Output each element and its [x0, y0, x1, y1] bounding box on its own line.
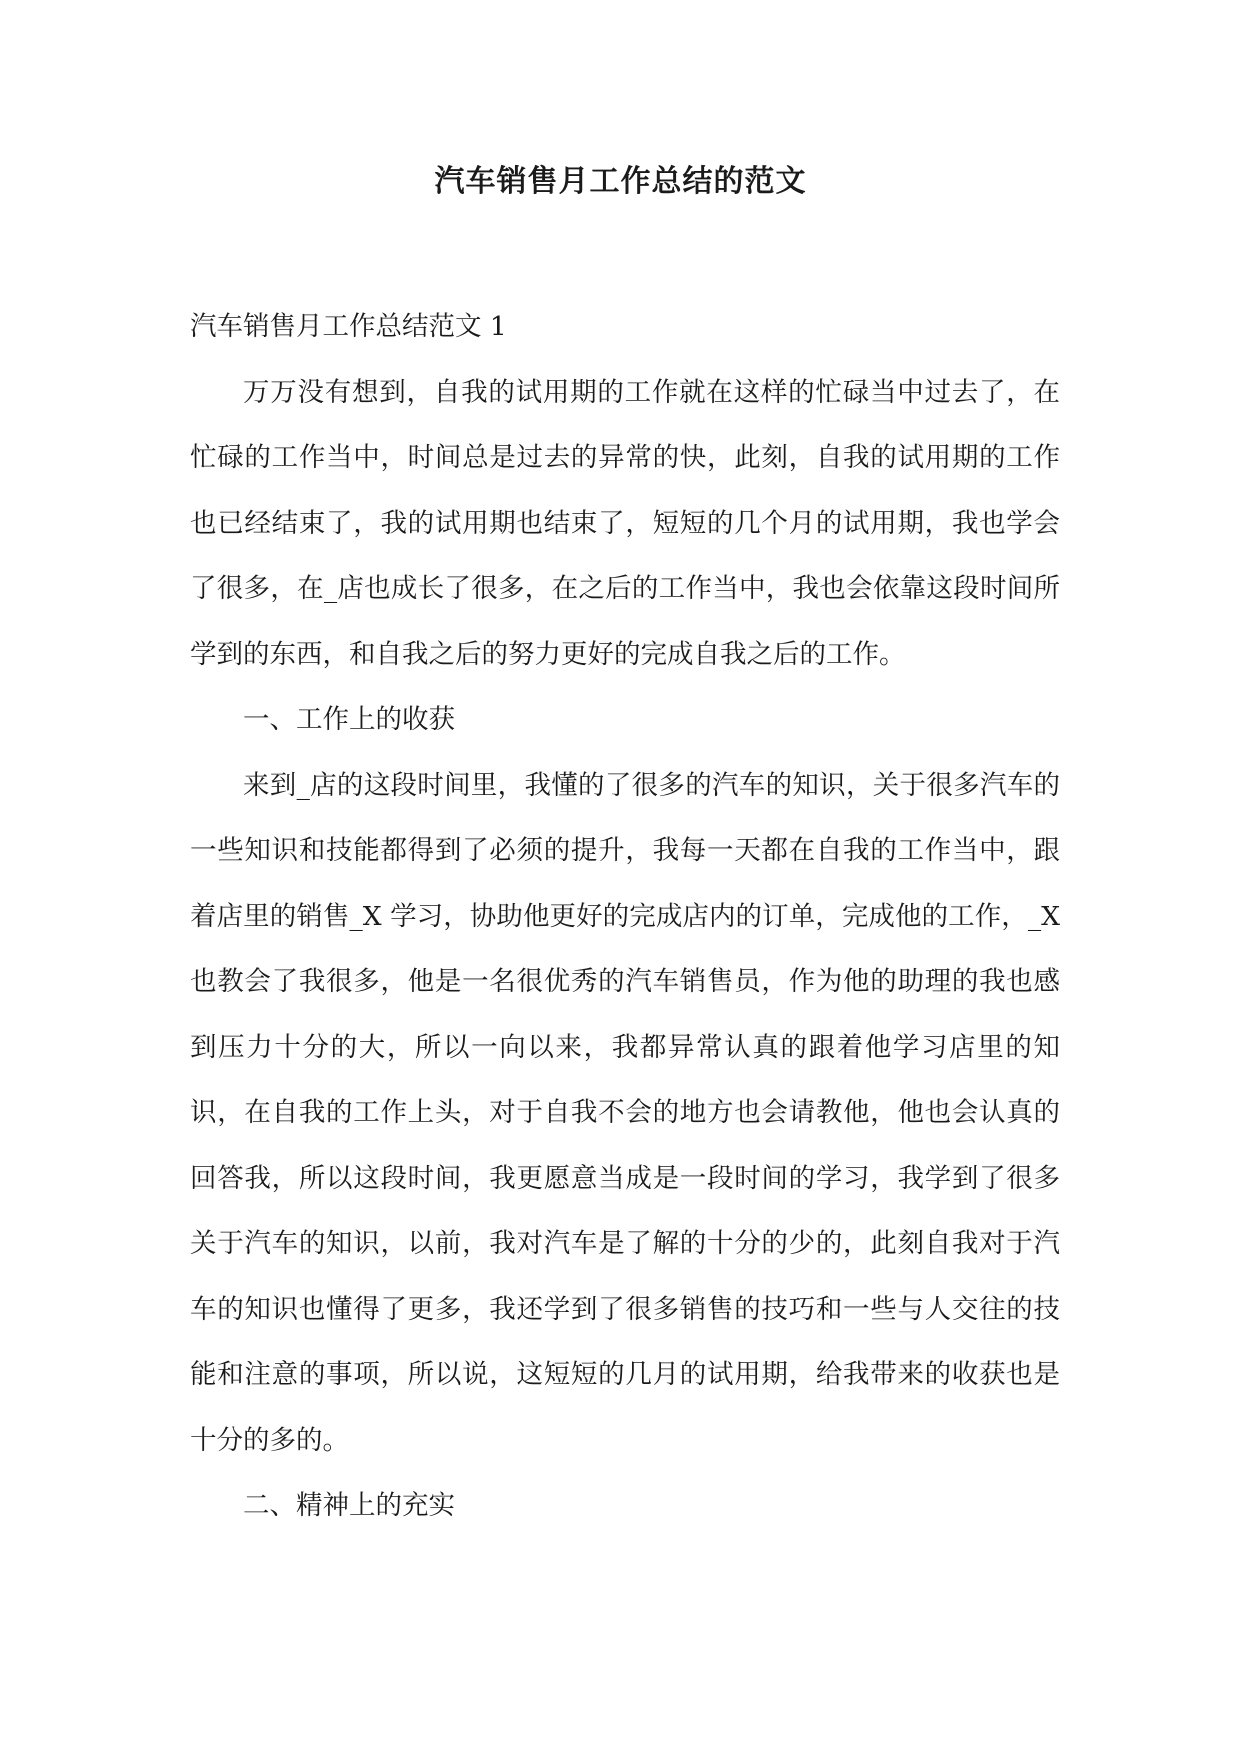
paragraph-intro: 万万没有想到，自我的试用期的工作就在这样的忙碌当中过去了，在忙碌的工作当中，时间总是过去的异常的快，此刻，自我的试用期的工作也已经结束了，我的试用期也结束了，短短的几个月的试用期，我也学会了很多，在_店也成长了很多，在之后的工作当中，我也会依靠这段时间所学到的东西，和自我之后的努力更好的完成自我之后的工作。: [190, 376, 1060, 670]
document-title: 汽车销售月工作总结的范文: [434, 164, 807, 199]
section-heading-work-gains: 一、工作上的收获: [243, 704, 455, 735]
document-body: [190, 294, 1060, 1539]
document-subtitle: 汽车销售月工作总结范文 1: [190, 311, 507, 342]
paragraph-work-gains: 来到_店的这段时间里，我懂的了很多的汽车的知识，关于很多汽车的一些知识和技能都得到了必须的提升，我每一天都在自我的工作当中，跟着店里的销售_X 学习，协助他更好的完成店内的订单，完成他的工作，_X 也教会了我很多，他是一名很优秀的汽车销售员，作为他的助理的我也感到压力十分的大，所以一向以来，我都异常认真的跟着他学习店里的知识，在自我的工作上头，对于自我不会的地方也会请教他，他也会认真的回答我，所以这段时间，我更愿意当成是一段时间的学习，我学到了很多关于汽车的知识，以前，我对汽车是了解的十分的少的，此刻自我对于汽车的知识也懂得了更多，我还学到了很多销售的技巧和一些与人交往的技能和注意的事项，所以说，这短短的几月的试用期，给我带来的收获也是十分的多的。: [190, 769, 1060, 1456]
section-heading-spiritual: 二、精神上的充实: [243, 1490, 455, 1521]
